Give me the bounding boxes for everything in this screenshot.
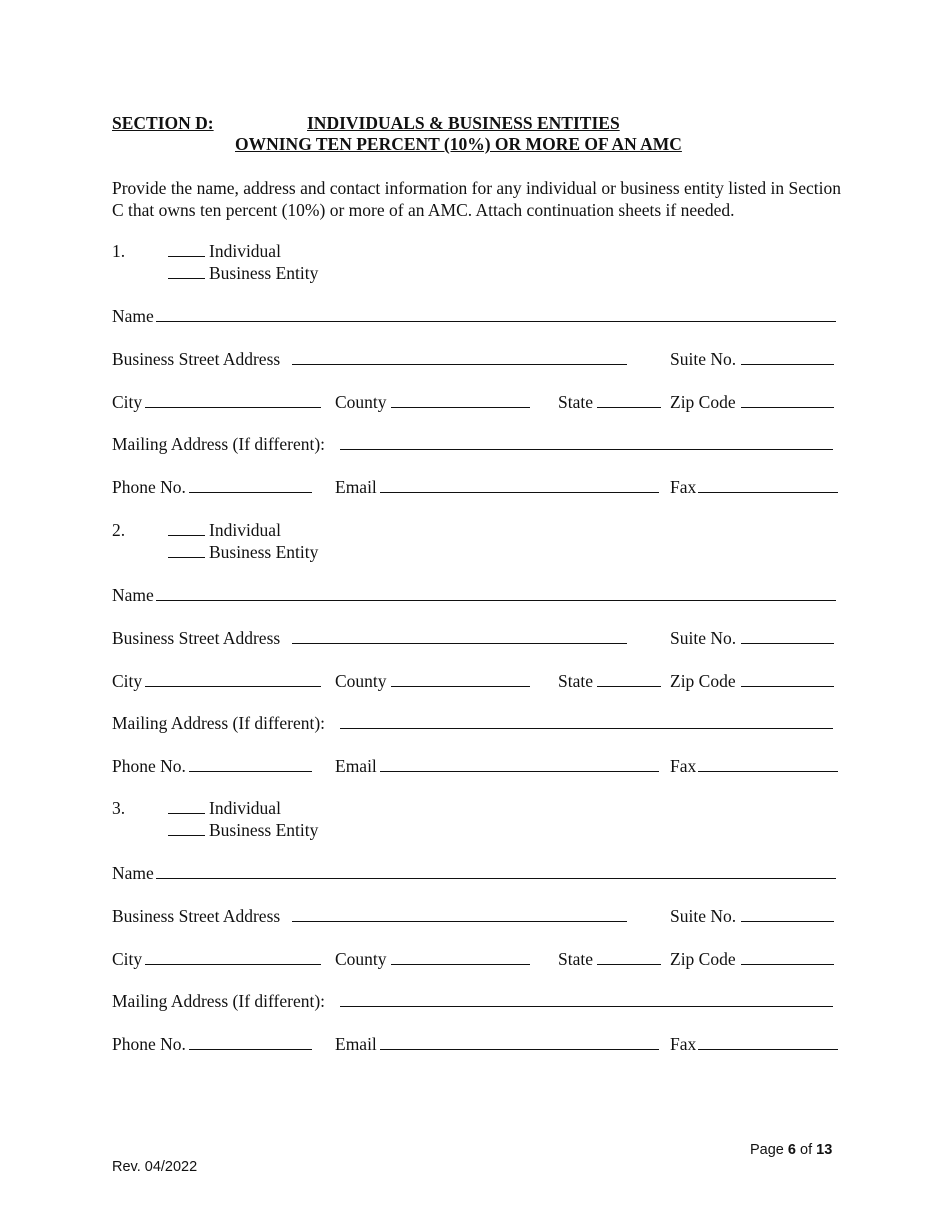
entry-3-state-field[interactable] (597, 964, 661, 965)
entry-3-suite-label: Suite No. (670, 906, 737, 926)
entry-3-street-field[interactable] (292, 921, 627, 922)
entry-1-phone-field[interactable] (189, 492, 312, 493)
entry-3-mailing-field[interactable] (340, 1006, 833, 1007)
entry-3-phone-field[interactable] (189, 1049, 312, 1050)
entry-2-zip-label: Zip Code (670, 671, 736, 691)
entry-3-email-label: Email (335, 1034, 377, 1054)
page-total: 13 (816, 1142, 833, 1158)
entry-1-number: 1. (112, 241, 126, 261)
entry-3-mailing-label: Mailing Address (If different): (112, 991, 326, 1011)
entry-3-number: 3. (112, 798, 126, 818)
entry-1-mailing-field[interactable] (340, 449, 833, 450)
entry-2-state-label: State (558, 671, 593, 691)
section-title-line2: OWNING TEN PERCENT (10%) OR MORE OF AN AMC (235, 134, 682, 154)
entry-3-street-label: Business Street Address (112, 906, 281, 926)
entry-1-fax-field[interactable] (698, 492, 838, 493)
entry-3-name-field[interactable] (156, 878, 836, 879)
entry-2-street-label: Business Street Address (112, 628, 281, 648)
entry-1-email-label: Email (335, 477, 377, 497)
entry-3-zip-field[interactable] (741, 964, 834, 965)
entry-1-mailing-label: Mailing Address (If different): (112, 434, 326, 454)
entry-1-individual-checkbox[interactable] (168, 256, 205, 257)
entry-1-suite-label: Suite No. (670, 349, 737, 369)
section-label: SECTION D: (112, 113, 214, 133)
entry-2-city-field[interactable] (145, 686, 321, 687)
entry-2-suite-label: Suite No. (670, 628, 737, 648)
entry-1-email-field[interactable] (380, 492, 659, 493)
entry-1-city-field[interactable] (145, 407, 321, 408)
entry-1-county-label: County (335, 392, 387, 412)
entry-3-business-entity-checkbox[interactable] (168, 835, 205, 836)
entry-1-zip-label: Zip Code (670, 392, 736, 412)
intro-paragraph: Provide the name, address and contact information for any individual or business entity listed in Section C that owns ten percent (10%) or more of an AMC. Attach continuation sheets if needed. (112, 178, 842, 220)
entry-2-name-field[interactable] (156, 600, 836, 601)
entry-1-state-field[interactable] (597, 407, 661, 408)
page-of: of (800, 1142, 813, 1158)
entry-2-name-label: Name (112, 585, 154, 605)
entry-1-street-field[interactable] (292, 364, 627, 365)
entry-2-phone-label: Phone No. (112, 756, 186, 776)
entry-1-county-field[interactable] (391, 407, 530, 408)
entry-3-city-label: City (112, 949, 143, 969)
entry-1-individual-label: Individual (209, 241, 281, 261)
entry-3-individual-label: Individual (209, 798, 281, 818)
entry-3-fax-label: Fax (670, 1034, 697, 1054)
entry-2-street-field[interactable] (292, 643, 627, 644)
entry-2-business-entity-checkbox[interactable] (168, 557, 205, 558)
entry-1-fax-label: Fax (670, 477, 697, 497)
entry-3-email-field[interactable] (380, 1049, 659, 1050)
entry-2-suite-field[interactable] (741, 643, 834, 644)
entry-1-business-entity-label: Business Entity (209, 263, 319, 283)
entry-2-email-field[interactable] (380, 771, 659, 772)
entry-2-individual-label: Individual (209, 520, 281, 540)
entry-3-business-entity-label: Business Entity (209, 820, 319, 840)
page-prefix: Page (750, 1142, 784, 1158)
entry-2-individual-checkbox[interactable] (168, 535, 205, 536)
page-number (750, 1142, 832, 1158)
entry-1-suite-field[interactable] (741, 364, 834, 365)
entry-1-business-entity-checkbox[interactable] (168, 278, 205, 279)
entry-3-county-label: County (335, 949, 387, 969)
entry-3-suite-field[interactable] (741, 921, 834, 922)
entry-3-county-field[interactable] (391, 964, 530, 965)
entry-2-city-label: City (112, 671, 143, 691)
entry-2-number: 2. (112, 520, 126, 540)
entry-2-fax-field[interactable] (698, 771, 838, 772)
entry-3-city-field[interactable] (145, 964, 321, 965)
entry-1-zip-field[interactable] (741, 407, 834, 408)
entry-1-city-label: City (112, 392, 143, 412)
section-title-line1: INDIVIDUALS & BUSINESS ENTITIES (307, 113, 620, 133)
entry-1-name-field[interactable] (156, 321, 836, 322)
entry-2-business-entity-label: Business Entity (209, 542, 319, 562)
entry-2-mailing-label: Mailing Address (If different): (112, 713, 326, 733)
entry-3-phone-label: Phone No. (112, 1034, 186, 1054)
entry-1-state-label: State (558, 392, 593, 412)
entry-1-phone-label: Phone No. (112, 477, 186, 497)
entry-2-fax-label: Fax (670, 756, 697, 776)
entry-3-zip-label: Zip Code (670, 949, 736, 969)
entry-3-fax-field[interactable] (698, 1049, 838, 1050)
entry-2-zip-field[interactable] (741, 686, 834, 687)
entry-2-county-label: County (335, 671, 387, 691)
entry-3-name-label: Name (112, 863, 154, 883)
entry-2-county-field[interactable] (391, 686, 530, 687)
page-current: 6 (787, 1142, 796, 1158)
entry-2-state-field[interactable] (597, 686, 661, 687)
entry-3-state-label: State (558, 949, 593, 969)
entry-2-mailing-field[interactable] (340, 728, 833, 729)
entry-1-street-label: Business Street Address (112, 349, 281, 369)
entry-3-individual-checkbox[interactable] (168, 813, 205, 814)
entry-2-phone-field[interactable] (189, 771, 312, 772)
entry-2-email-label: Email (335, 756, 377, 776)
revision-label: Rev. 04/2022 (112, 1159, 198, 1175)
entry-1-name-label: Name (112, 306, 154, 326)
